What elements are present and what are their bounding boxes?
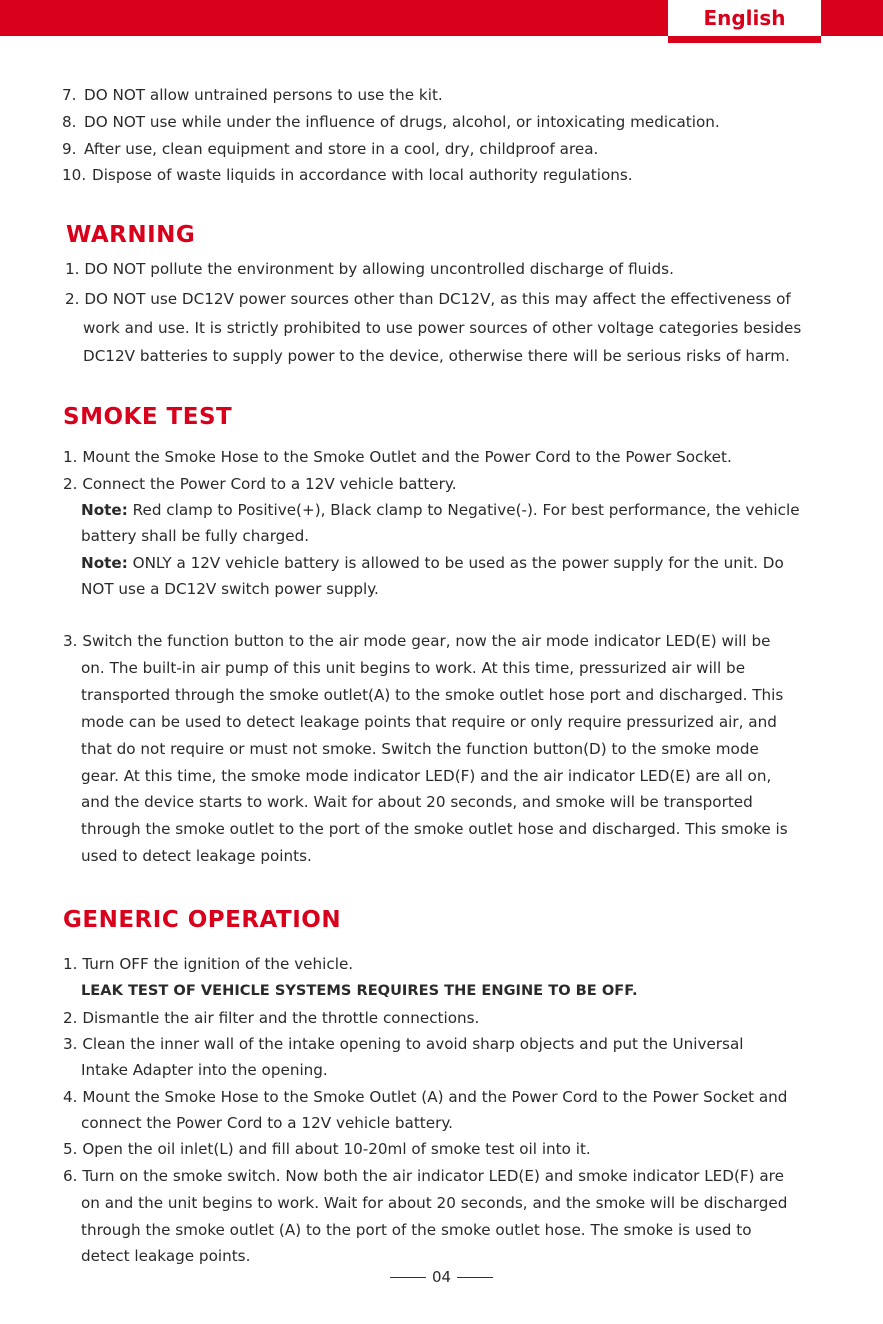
step-3-line: that do not require or must not smoke. Switch the function button(D) to the smoke mode	[81, 740, 759, 758]
generic-line: 4. Mount the Smoke Hose to the Smoke Outlet (A) and the Power Cord to the Power Socket and	[63, 1088, 788, 1106]
note-1: Note: Red clamp to Positive(+), Black clamp to Negative(-). For best performance, the vehicle	[81, 501, 800, 519]
list-item: 9. After use, clean equipment and store in a cool, dry, childproof area.	[62, 140, 599, 158]
warning-heading: WARNING	[66, 222, 196, 248]
list-item: 8. DO NOT use while under the influence of drugs, alcohol, or intoxicating medication.	[62, 113, 720, 131]
smoke-test-line: 2. Connect the Power Cord to a 12V vehicle battery.	[63, 475, 457, 493]
warning-line: DC12V batteries to supply power to the device, otherwise there will be serious risks of harm.	[83, 347, 790, 365]
note-label: Note:	[81, 501, 128, 519]
list-item: 7. DO NOT allow untrained persons to use the kit.	[62, 86, 443, 104]
language-label: English	[668, 0, 821, 36]
generic-line: connect the Power Cord to a 12V vehicle battery.	[81, 1114, 453, 1132]
generic-line: 3. Clean the inner wall of the intake opening to avoid sharp objects and put the Universal	[63, 1035, 744, 1053]
step-3-line: mode can be used to detect leakage points that require or only require pressurized air, and	[81, 713, 777, 731]
smoke-test-heading: SMOKE TEST	[63, 404, 233, 430]
generic-line: 1. Turn OFF the ignition of the vehicle.	[63, 955, 354, 973]
note-label: Note:	[81, 554, 128, 572]
step-3-line: through the smoke outlet to the port of the smoke outlet hose and discharged. This smoke is	[81, 820, 788, 838]
step-3-line: transported through the smoke outlet(A) to the smoke outlet hose port and discharged. This	[81, 686, 784, 704]
generic-line: 6. Turn on the smoke switch. Now both the air indicator LED(E) and smoke indicator LED(F) are	[63, 1167, 784, 1185]
engine-off-warning: LEAK TEST OF VEHICLE SYSTEMS REQUIRES THE ENGINE TO BE OFF.	[81, 982, 638, 999]
step-3-line: gear. At this time, the smoke mode indicator LED(F) and the air indicator LED(E) are all on,	[81, 767, 772, 785]
list-item: 10. Dispose of waste liquids in accordance with local authority regulations.	[62, 166, 633, 184]
page-number: 04	[431, 1268, 452, 1286]
generic-line: through the smoke outlet (A) to the port of the smoke outlet hose. The smoke is used to	[81, 1221, 752, 1239]
step-3-line: and the device starts to work. Wait for about 20 seconds, and smoke will be transported	[81, 793, 753, 811]
generic-operation-heading: GENERIC OPERATION	[63, 907, 342, 933]
generic-line: 2. Dismantle the air filter and the throttle connections.	[63, 1009, 480, 1027]
step-3-line: 3. Switch the function button to the air mode gear, now the air mode indicator LED(E) will be	[63, 632, 771, 650]
note-2-cont: NOT use a DC12V switch power supply.	[81, 580, 379, 598]
generic-line: Intake Adapter into the opening.	[81, 1061, 328, 1079]
step-3-line: on. The built-in air pump of this unit begins to work. At this time, pressurized air will be	[81, 659, 746, 677]
language-tab[interactable]	[668, 0, 821, 43]
generic-line: detect leakage points.	[81, 1247, 251, 1265]
step-3-line: used to detect leakage points.	[81, 847, 312, 865]
warning-line: 2. DO NOT use DC12V power sources other than DC12V, as this may affect the effectiveness of	[65, 290, 791, 308]
page-footer	[0, 1268, 883, 1286]
note-2: Note: ONLY a 12V vehicle battery is allowed to be used as the power supply for the unit. Do	[81, 554, 784, 572]
note-1-cont: battery shall be fully charged.	[81, 527, 310, 545]
generic-line: 5. Open the oil inlet(L) and fill about 10-20ml of smoke test oil into it.	[63, 1140, 591, 1158]
footer-rule-right	[457, 1277, 493, 1278]
warning-line: work and use. It is strictly prohibited to use power sources of other voltage categories besides	[83, 319, 802, 337]
generic-line: on and the unit begins to work. Wait for about 20 seconds, and the smoke will be discharged	[81, 1194, 788, 1212]
warning-line: 1. DO NOT pollute the environment by allowing uncontrolled discharge of fluids.	[65, 260, 674, 278]
smoke-test-line: 1. Mount the Smoke Hose to the Smoke Outlet and the Power Cord to the Power Socket.	[63, 448, 732, 466]
footer-rule-left	[390, 1277, 426, 1278]
